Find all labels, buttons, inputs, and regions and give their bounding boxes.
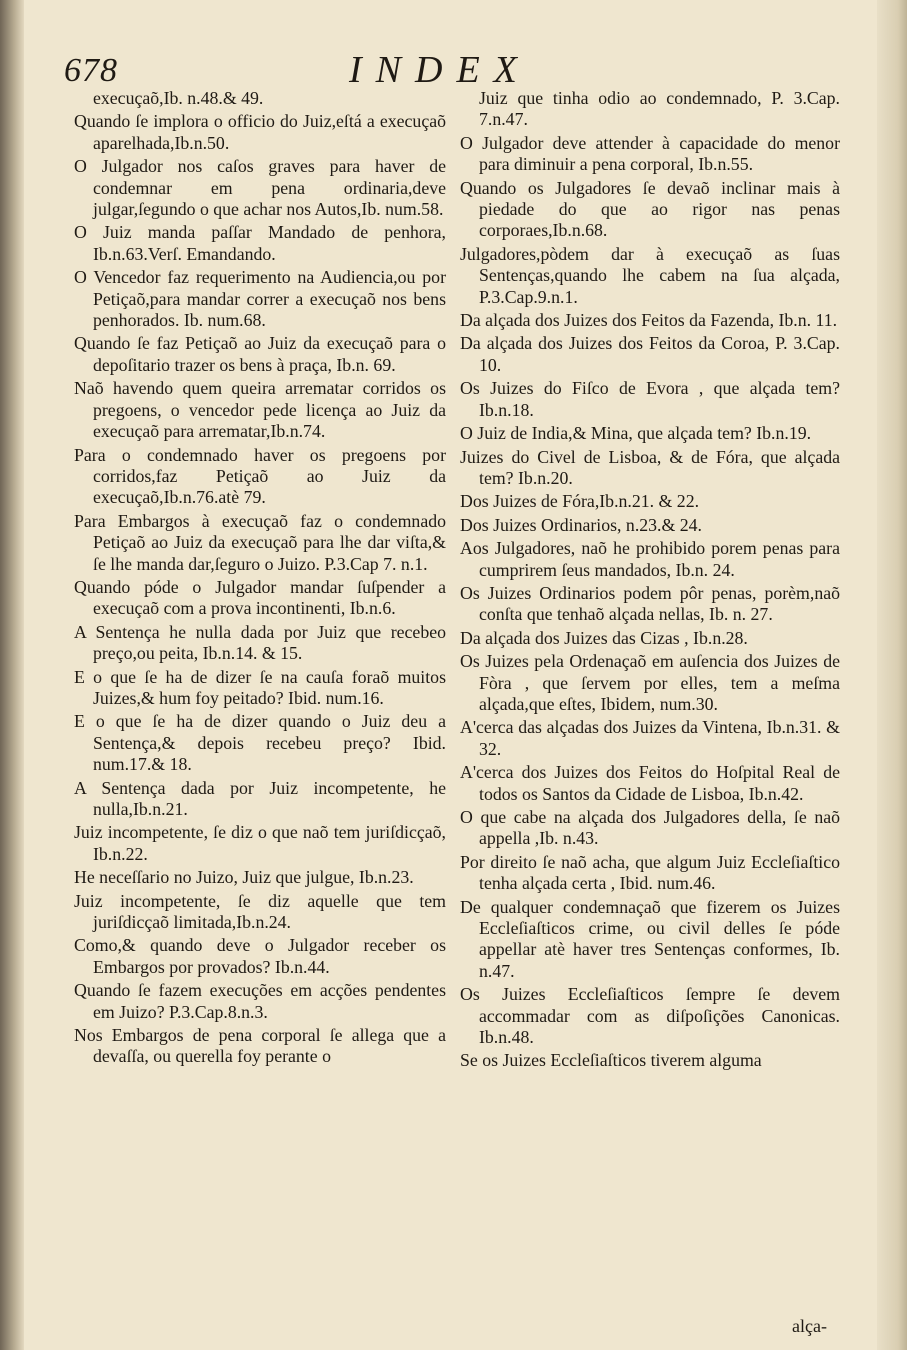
index-entry: A Sentença he nulla dada por Juiz que recebeo preço,ou peita, Ib.n.14. & 15. (74, 621, 446, 664)
index-entry: A Sentença dada por Juiz incompetente, he nulla,Ib.n.21. (74, 777, 446, 819)
index-entry: E o que ſe ha de dizer quando o Juiz deu a Sentença,& depois recebeu preço? Ibid. num.17.& 18. (74, 711, 446, 775)
index-entry: A'cerca dos Juizes dos Feitos do Hoſpital Real de todos os Santos da Cidade de Lisboa, Ib.n.42. (460, 762, 840, 804)
index-entry: Se os Juizes Eccleſiaſticos tiverem alguma (460, 1050, 762, 1071)
index-entry: Juizes do Civel de Lisboa, & de Fóra, que alçada tem? Ib.n.20. (460, 446, 840, 488)
book-binding (0, 0, 24, 1350)
index-entry: Juiz incompetente, ſe diz aquelle que tem juriſdicçaõ limitada,Ib.n.24. (74, 890, 446, 933)
index-entry: O Juiz de India,& Mina, que alçada tem? Ib.n.19. (460, 423, 812, 444)
index-entry: Aos Julgadores, naõ he prohibido porem penas para cumprirem ſeus mandados, Ib.n. 24. (460, 538, 840, 580)
index-entry: E o que ſe ha de dizer ſe na cauſa foraõ muitos Juizes,& hum foy peitado? Ibid. num.16. (74, 666, 446, 708)
index-entry: O Julgador deve attender à capacidade do menor para diminuir a pena corporal, Ib.n.55. (460, 132, 840, 175)
index-entry: Da alçada dos Juizes das Cizas , Ib.n.28. (460, 627, 748, 648)
index-entry: execuçaõ,Ib. n.48.& 49. (93, 88, 264, 108)
index-entry: Julgadores,pòdem dar à execuçaõ as ſuas Sentenças,quando lhe cabem na ſua alçada, P.3.Cap.9.n.1. (460, 243, 840, 307)
index-entry: Juiz que tinha odio ao condemnado, P. 3.Cap. 7.n.47. (479, 88, 840, 130)
catchword: alça- (792, 1316, 827, 1336)
page-number: 678 (64, 52, 118, 89)
index-entry: Naõ havendo quem queira arrematar corridos os pregoens, o vencedor pede licença ao Juiz da execuçaõ para arrematar,Ib.n.74. (74, 378, 446, 442)
index-entry: Quando os Julgadores ſe devaõ inclinar mais à piedade do que ao rigor nas penas corporaes,Ib.n.68. (460, 177, 840, 241)
index-entry: Quando ſe implora o officio do Juiz,eſtá a execuçaõ aparelhada,Ib.n.50. (74, 111, 446, 153)
index-entry: Os Juizes pela Ordenaçaõ em auſencia dos Juizes de Fòra , que ſervem por elles, tem a meſma alçada,que eſtes, Ibidem, num.30. (460, 651, 840, 714)
index-column-right (460, 88, 840, 1074)
index-entry: Para Embargos à execuçaõ faz o condemnado Petiçaõ ao Juiz da execuçaõ para lhe dar viſta,& ſe lhe manda dar,ſeguro o Juizo. P.3.Cap 7. n.1. (74, 510, 446, 574)
index-entry: O Juiz manda paſſar Mandado de penhora, Ib.n.63.Verſ. Emandando. (74, 222, 446, 264)
index-entry: O Vencedor faz requerimento na Audiencia,ou por Petiçaõ,para mandar correr a execuçaõ nos bens penhorados. Ib. num.68. (74, 267, 446, 331)
index-entry: He neceſſario no Juizo, Juiz que julgue, Ib.n.23. (74, 867, 414, 888)
index-entry: De qualquer condemnaçaõ que fizerem os Juizes Eccleſiaſticos crime, ou civil delles ſe póde appellar atè haver tres Sentenças conformes, Ib. n.47. (460, 896, 840, 981)
index-entry: Os Juizes Ordinarios podem pôr penas, porèm,naõ conſta que tenhaõ alçada nellas, Ib. n. 27. (460, 582, 840, 625)
index-entry: Dos Juizes de Fóra,Ib.n.21. & 22. (460, 491, 700, 512)
index-entry: Os Juizes do Fiſco de Evora , que alçada tem? Ib.n.18. (460, 378, 840, 420)
index-entry: Juiz incompetente, ſe diz o que naõ tem juriſdicçaõ, Ib.n.22. (74, 822, 446, 864)
index-entry: A'cerca das alçadas dos Juizes da Vintena, Ib.n.31. & 32. (460, 717, 840, 759)
index-entry: Quando póde o Julgador mandar ſuſpender a execuçaõ com a prova incontinenti, Ib.n.6. (74, 576, 446, 619)
book-page (24, 0, 877, 1350)
index-entry: Os Juizes Eccleſiaſticos ſempre ſe devem accommadar com as diſpoſições Canonicas. Ib.n.48. (460, 984, 840, 1048)
index-entry: O Julgador nos caſos graves para haver de condemnar em pena ordinaria,deve julgar,ſegundo o que achar nos Autos,Ib. num.58. (74, 156, 446, 220)
index-column-left (74, 88, 446, 1070)
running-title: INDEX (349, 49, 531, 91)
index-entry: Da alçada dos Juizes dos Feitos da Fazenda, Ib.n. 11. (460, 310, 838, 331)
index-entry: Nos Embargos de pena corporal ſe allega que a devaſſa, ou querella foy perante o (74, 1025, 446, 1067)
index-entry: O que cabe na alçada dos Julgadores della, ſe naõ appella ,Ib. n.43. (460, 807, 840, 849)
index-entry: Quando ſe faz Petiçaõ ao Juiz da execuçaõ para o depoſitario trazer os bens à praça, Ib.n. 69. (74, 333, 446, 375)
index-entry: Da alçada dos Juizes dos Feitos da Coroa, P. 3.Cap. 10. (460, 333, 840, 375)
index-entry: Por direito ſe naõ acha, que algum Juiz Eccleſiaſtico tenha alçada certa , Ibid. num.46. (460, 851, 840, 894)
index-entry: Para o condemnado haver os pregoens por corridos,faz Petiçaõ ao Juiz da execuçaõ,Ib.n.76.atè 79. (74, 444, 446, 508)
page-edge (877, 0, 907, 1350)
index-entry: Como,& quando deve o Julgador receber os Embargos por provados? Ib.n.44. (74, 935, 446, 977)
index-entry: Dos Juizes Ordinarios, n.23.& 24. (460, 514, 703, 535)
index-entry: Quando ſe fazem execuções em acções pendentes em Juizo? P.3.Cap.8.n.3. (74, 980, 446, 1022)
